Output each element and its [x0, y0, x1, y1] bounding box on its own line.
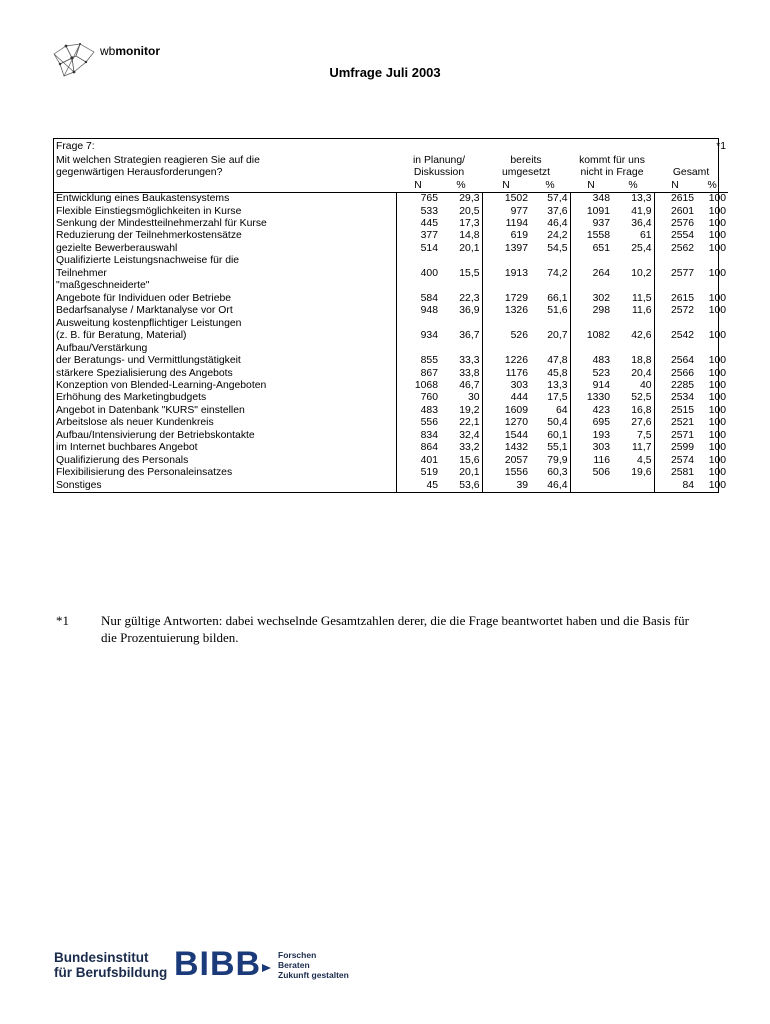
cell-total-n: 2515	[654, 405, 696, 417]
cell-planning-pct: 20,1	[459, 466, 480, 478]
strategy-label	[54, 455, 396, 467]
cell-total-n: 2599	[654, 442, 696, 454]
cell-not-considered-n: 193	[570, 430, 612, 442]
cell-implemented-pct: 60,1	[547, 429, 568, 441]
table-row	[54, 430, 728, 442]
cell-total-pct: 100	[708, 417, 727, 429]
cell-total-n: 84	[654, 479, 696, 492]
cell-planning-n: 400	[396, 255, 440, 280]
cell-not-considered-pct: 41,9	[631, 205, 652, 217]
cell-not-considered-n: 651	[570, 243, 612, 255]
cell-not-considered-pct: 20,4	[631, 367, 652, 379]
cell-planning-pct: 14,8	[459, 230, 480, 242]
strategy-label-line: Flexible Einstiegsmöglichkeiten in Kurse	[56, 205, 242, 217]
cell-planning-pct: 33,3	[459, 355, 480, 367]
strategy-label-line: Senkung der Mindestteilnehmerzahl für Kurse	[56, 218, 267, 230]
cell-total-n: 2574	[654, 455, 696, 467]
footnote-text: Nur gültige Antworten: dabei wechselnde Gesamtzahlen derer, die die Frage beantwortet haben und die Basis für die Prozentuierung bilden.	[101, 613, 689, 645]
cell-not-considered-n: 1558	[570, 230, 612, 242]
strategy-label-line: Reduzierung der Teilnehmerkostensätze	[56, 230, 242, 242]
table-row	[54, 218, 728, 230]
sub-pct: %	[628, 179, 638, 191]
cell-planning-n: 855	[396, 343, 440, 368]
cell-total-n: 2615	[654, 280, 696, 305]
strategy-label	[54, 318, 396, 343]
question-text: Mit welchen Strategien reagieren Sie auf die gegenwärtigen Herausforderungen?	[56, 155, 260, 179]
cell-not-considered-n: 423	[570, 405, 612, 417]
cell-implemented-n: 1194	[482, 218, 530, 230]
cell-not-considered-pct: 11,6	[632, 305, 652, 317]
cell-not-considered-pct: 13,3	[612, 193, 654, 206]
sub-n: N	[587, 179, 595, 191]
strategy-label-line: "maßgeschneiderte"	[56, 280, 150, 292]
cell-not-considered-n: 483	[570, 343, 612, 368]
cell-implemented-pct: 55,1	[547, 442, 568, 454]
cell-not-considered-pct	[612, 479, 654, 492]
cell-total-pct: 100	[708, 454, 727, 466]
cell-not-considered-n: 302	[570, 280, 612, 305]
sub-pct: %	[456, 179, 466, 191]
strategy-label-line: stärkere Spezialisierung des Angebots	[56, 367, 233, 379]
cell-implemented-n: 2057	[482, 455, 530, 467]
cell-not-considered-n: 1082	[570, 318, 612, 343]
cell-not-considered-pct: 27,6	[631, 417, 652, 429]
cell-not-considered-pct: 16,8	[631, 404, 652, 416]
question-number: Frage 7:	[56, 141, 95, 152]
cell-total-pct: 100	[708, 267, 727, 279]
cell-total-pct: 100	[708, 242, 727, 254]
cell-not-considered-pct: 19,6	[631, 466, 652, 478]
cell-planning-n: 834	[396, 430, 440, 442]
bibb-slogan: Forschen Beraten Zukunft gestalten	[278, 950, 349, 980]
cell-total-n: 2542	[654, 318, 696, 343]
cell-not-considered-pct: 11,5	[632, 292, 652, 304]
strategy-label	[54, 380, 396, 392]
cell-planning-pct: 19,2	[459, 404, 480, 416]
strategy-label-line: Angebot in Datenbank "KURS" einstellen	[56, 404, 245, 416]
cell-implemented-pct: 66,1	[547, 292, 568, 304]
cell-planning-pct: 17,3	[459, 218, 480, 230]
strategy-label-line: Arbeitslose als neuer Kundenkreis	[56, 417, 214, 429]
cell-implemented-pct: 79,9	[547, 454, 568, 466]
strategy-label	[54, 255, 396, 280]
strategy-label	[54, 280, 396, 305]
table-row	[54, 479, 728, 492]
cell-planning-n: 934	[396, 318, 440, 343]
table-row	[54, 255, 728, 280]
cell-implemented-n: 444	[482, 392, 530, 404]
cell-implemented-pct: 57,4	[530, 193, 570, 206]
cell-total-pct: 100	[708, 230, 727, 242]
cell-total-pct: 100	[708, 429, 727, 441]
cell-total-n: 2562	[654, 243, 696, 255]
cell-implemented-n: 1913	[482, 255, 530, 280]
cell-total-n: 2576	[654, 218, 696, 230]
cell-not-considered-pct: 52,5	[631, 392, 652, 404]
cell-implemented-n: 303	[482, 380, 530, 392]
cell-not-considered-n: 348	[570, 193, 612, 206]
cell-planning-n: 533	[396, 206, 440, 218]
cell-planning-n: 867	[396, 368, 440, 380]
strategy-label-line: Entwicklung eines Baukastensystems	[56, 193, 230, 205]
cell-total-pct: 100	[708, 330, 727, 342]
cell-implemented-pct: 46,4	[547, 218, 568, 230]
cell-planning-n: 760	[396, 392, 440, 404]
cell-total-pct: 100	[708, 392, 727, 404]
strategy-label-line: Ausweitung kostenpflichtiger Leistungen	[56, 317, 242, 329]
table-row	[54, 380, 728, 392]
cell-planning-pct: 29,3	[440, 193, 482, 206]
cell-total-n: 2581	[654, 467, 696, 479]
cell-planning-pct: 53,6	[459, 479, 480, 491]
note-mark: *1	[716, 141, 727, 152]
sub-pct: %	[707, 179, 717, 191]
cell-not-considered-pct: 7,5	[637, 429, 652, 441]
cell-not-considered-pct: 25,4	[631, 242, 652, 254]
cell-planning-n: 401	[396, 455, 440, 467]
strategy-label-line: Qualifizierte Leistungsnachweise für die	[56, 255, 240, 267]
cell-not-considered-pct: 36,4	[631, 218, 652, 230]
cell-planning-n: 519	[396, 467, 440, 479]
sub-n: N	[502, 179, 510, 191]
cell-not-considered-n: 937	[570, 218, 612, 230]
strategy-label-line: Bedarfsanalyse / Marktanalyse vor Ort	[56, 305, 233, 317]
cell-total-n: 2521	[654, 417, 696, 429]
subheader-row	[54, 180, 728, 193]
cell-not-considered-pct: 42,6	[631, 330, 652, 342]
cell-not-considered-pct: 4,5	[637, 454, 652, 466]
strategy-label-line: (z. B. für Beratung, Material)	[56, 330, 187, 342]
cell-planning-n: 1068	[396, 380, 440, 392]
strategy-label	[54, 243, 396, 255]
strategy-label	[54, 405, 396, 417]
cell-planning-pct: 33,2	[459, 442, 480, 454]
table-row	[54, 368, 728, 380]
wbmonitor-wordmark: wbmonitor	[100, 44, 161, 58]
cell-planning-pct: 33,8	[459, 367, 480, 379]
cell-not-considered-pct: 11,7	[632, 442, 652, 454]
cell-implemented-n: 619	[482, 230, 530, 242]
strategy-label	[54, 368, 396, 380]
cell-not-considered-n: 116	[570, 455, 612, 467]
cell-planning-n: 584	[396, 280, 440, 305]
cell-not-considered-n: 298	[570, 305, 612, 317]
cell-planning-n: 948	[396, 305, 440, 317]
strategy-label	[54, 392, 396, 404]
cell-implemented-pct: 74,2	[547, 267, 568, 279]
cell-planning-pct: 15,5	[459, 267, 480, 279]
cell-total-pct: 100	[708, 479, 727, 491]
cell-planning-pct: 46,7	[459, 380, 480, 392]
strategy-label-line: im Internet buchbares Angebot	[56, 442, 198, 454]
cell-not-considered-n: 695	[570, 417, 612, 429]
strategy-label-line: gezielte Bewerberauswahl	[56, 242, 178, 254]
cell-implemented-n: 1270	[482, 417, 530, 429]
cell-implemented-pct: 45,8	[547, 367, 568, 379]
cell-not-considered-n: 303	[570, 442, 612, 454]
cell-total-n: 2554	[654, 230, 696, 242]
table-row	[54, 467, 728, 479]
bibb-org-name: Bundesinstitut für Berufsbildung	[54, 950, 168, 980]
cell-implemented-pct: 60,3	[547, 466, 568, 478]
bibb-logo	[54, 945, 374, 984]
cell-total-pct: 100	[708, 466, 727, 478]
cell-total-n: 2534	[654, 392, 696, 404]
cell-implemented-n: 1176	[482, 368, 530, 380]
cell-not-considered-n: 1330	[570, 392, 612, 404]
survey-table-frame	[53, 138, 727, 493]
cell-not-considered-n	[570, 479, 612, 492]
cell-implemented-pct: 46,4	[547, 479, 568, 491]
cell-implemented-pct: 13,3	[547, 380, 568, 392]
header-row	[54, 155, 728, 180]
cell-not-considered-n: 914	[570, 380, 612, 392]
strategy-label-line: Qualifizierung des Personals	[56, 454, 189, 466]
page-title: Umfrage Juli 2003	[329, 65, 441, 80]
cell-planning-n: 377	[396, 230, 440, 242]
cell-planning-pct: 36,7	[459, 330, 480, 342]
bibb-wordmark: BIBB	[174, 945, 262, 983]
cell-implemented-n: 1432	[482, 442, 530, 454]
cell-total-n: 2285	[654, 380, 696, 392]
table-row	[54, 405, 728, 417]
strategy-label	[54, 193, 396, 206]
survey-table	[54, 139, 728, 492]
cell-not-considered-pct: 10,2	[631, 267, 652, 279]
cell-total-pct: 100	[708, 404, 727, 416]
cell-total-pct: 100	[708, 367, 727, 379]
table-row	[54, 417, 728, 429]
table-row	[54, 318, 728, 343]
cell-implemented-pct: 17,5	[547, 392, 568, 404]
strategy-label-line: Sonstiges	[56, 479, 102, 491]
cell-not-considered-n: 506	[570, 467, 612, 479]
cell-implemented-pct: 20,7	[547, 330, 568, 342]
table-row	[54, 343, 728, 368]
cell-implemented-pct: 47,8	[547, 355, 568, 367]
cell-implemented-pct: 50,4	[547, 417, 568, 429]
cell-total-pct: 100	[708, 442, 727, 454]
cell-total-pct: 100	[708, 218, 727, 230]
strategy-label	[54, 305, 396, 317]
group-header-not-considered: kommt für uns nicht in Frage	[579, 155, 645, 179]
cell-not-considered-pct: 40	[639, 380, 652, 392]
cell-implemented-n: 1397	[482, 243, 530, 255]
strategy-label	[54, 206, 396, 218]
table-row	[54, 206, 728, 218]
cell-implemented-n: 977	[482, 206, 530, 218]
cell-planning-n: 45	[396, 479, 440, 492]
cell-planning-pct: 15,6	[459, 454, 480, 466]
cell-total-n: 2571	[654, 430, 696, 442]
cell-total-pct: 100	[708, 205, 727, 217]
cell-planning-pct: 30	[467, 392, 480, 404]
cell-not-considered-pct: 18,8	[631, 355, 652, 367]
sub-n: N	[671, 179, 679, 191]
strategy-label-line: der Beratungs- und Vermittlungstätigkeit	[56, 355, 241, 367]
cell-implemented-n: 1729	[482, 280, 530, 305]
cell-planning-pct: 36,9	[459, 305, 480, 317]
cell-total-n: 2577	[654, 255, 696, 280]
strategy-label	[54, 218, 396, 230]
table-row	[54, 392, 728, 404]
cell-implemented-pct: 64	[555, 404, 568, 416]
strategy-label	[54, 343, 396, 368]
cell-implemented-n: 1502	[482, 193, 530, 206]
cell-total-pct: 100	[708, 380, 727, 392]
cell-implemented-n: 1326	[482, 305, 530, 317]
cell-planning-pct: 22,3	[459, 292, 480, 304]
table-row	[54, 442, 728, 454]
cell-planning-pct: 22,1	[459, 417, 480, 429]
cell-planning-n: 483	[396, 405, 440, 417]
table-row	[54, 243, 728, 255]
cell-implemented-pct: 37,6	[547, 205, 568, 217]
strategy-label-line: Flexibilisierung des Personaleinsatzes	[56, 466, 233, 478]
cell-planning-n: 514	[396, 243, 440, 255]
cell-implemented-n: 1609	[482, 405, 530, 417]
group-header-planning: in Planung/ Diskussion	[413, 155, 465, 179]
cell-total-pct: 100	[708, 292, 727, 304]
cell-planning-pct: 20,1	[459, 242, 480, 254]
strategy-label-line: Angebote für Individuen oder Betriebe	[56, 292, 232, 304]
cell-total-pct: 100	[708, 355, 727, 367]
group-header-total: Gesamt	[672, 167, 710, 179]
strategy-label-line: Aufbau/Intensivierung der Betriebskontakte	[56, 429, 255, 441]
strategy-label	[54, 230, 396, 242]
cell-total-n: 2615	[654, 193, 696, 206]
cell-not-considered-n: 523	[570, 368, 612, 380]
cell-implemented-pct: 54,5	[547, 242, 568, 254]
table-row	[54, 280, 728, 305]
table-row	[54, 305, 728, 317]
cell-planning-pct: 20,5	[459, 205, 480, 217]
table-row	[54, 230, 728, 242]
cell-implemented-n: 1556	[482, 467, 530, 479]
footnote-mark: *1	[56, 613, 69, 628]
strategy-label	[54, 442, 396, 454]
cell-total-pct: 100	[708, 305, 727, 317]
cell-planning-n: 445	[396, 218, 440, 230]
strategy-label	[54, 467, 396, 479]
cell-implemented-pct: 24,2	[547, 230, 568, 242]
cell-implemented-n: 1226	[482, 343, 530, 368]
cell-planning-pct: 32,4	[459, 429, 480, 441]
sub-pct: %	[545, 179, 555, 191]
group-header-implemented: bereits umgesetzt	[502, 155, 550, 179]
bibb-arrow-icon	[261, 962, 273, 974]
strategy-label	[54, 430, 396, 442]
cell-total-pct: 100	[696, 193, 728, 206]
sub-n: N	[414, 179, 422, 191]
cell-implemented-pct: 51,6	[547, 305, 568, 317]
strategy-label-line: Erhöhung des Marketingbudgets	[56, 392, 207, 404]
cell-total-n: 2564	[654, 343, 696, 368]
cell-planning-n: 864	[396, 442, 440, 454]
table-row	[54, 193, 728, 206]
cell-not-considered-pct: 61	[639, 230, 652, 242]
cell-total-n: 2572	[654, 305, 696, 317]
cell-not-considered-n: 264	[570, 255, 612, 280]
cell-total-n: 2566	[654, 368, 696, 380]
cell-implemented-n: 526	[482, 318, 530, 343]
strategy-label-line: Konzeption von Blended-Learning-Angeboten	[56, 380, 267, 392]
table-row	[54, 455, 728, 467]
strategy-label-line: Aufbau/Verstärkung	[56, 342, 148, 354]
cell-planning-n: 556	[396, 417, 440, 429]
question-number-row	[54, 139, 728, 155]
cell-not-considered-n: 1091	[570, 206, 612, 218]
cell-total-n: 2601	[654, 206, 696, 218]
cell-implemented-n: 39	[482, 479, 530, 492]
strategy-label	[54, 417, 396, 429]
cell-implemented-n: 1544	[482, 430, 530, 442]
strategy-label-line: Teilnehmer	[56, 267, 107, 279]
cell-planning-n: 765	[396, 193, 440, 206]
strategy-label	[54, 479, 396, 492]
